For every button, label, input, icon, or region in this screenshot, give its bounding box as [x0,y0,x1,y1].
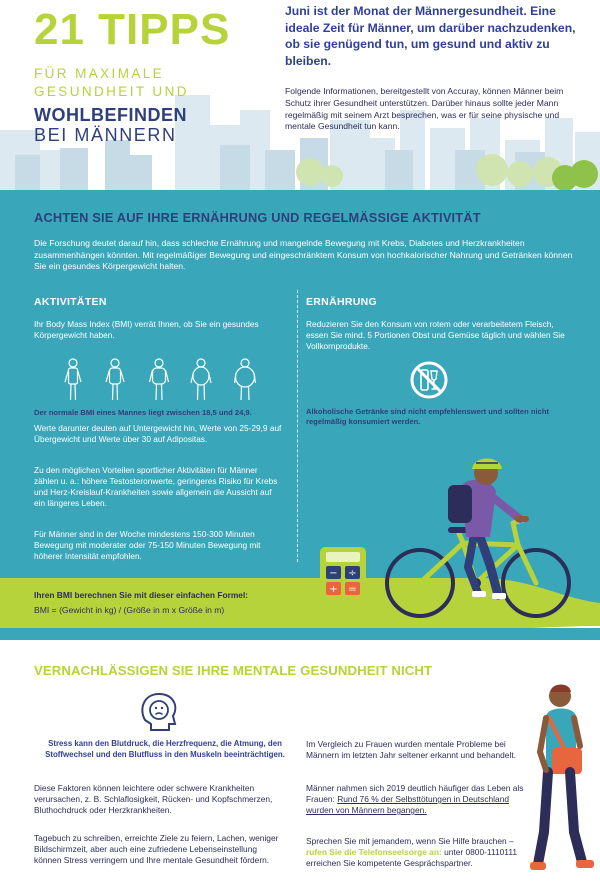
activity-recommendation: Für Männer sind in der Woche mindestens 150-300 Minuten Bewegung mit moderater oder 75-150 Minuten Bewegung mit höherer Intensität empfohlen. [34,529,261,561]
bmi-formula-title: Ihren BMI berechnen Sie mit dieser einfachen Formel: [34,590,249,600]
help-details: unter 0800-1110111 erreichen Sie kompetente Gesprächspartner. [306,847,518,868]
suicide-stat: Rund 76 % der Selbsttötungen in Deutschland wurden von Männern begangen. [306,794,510,815]
alcohol-warning: Alkoholische Getränke sind nicht empfehlenswert und sollten nicht regelmäßig konsumiert werden. [306,407,550,427]
section-title-mental-health: VERNACHLÄSSIGEN SIE IHRE MENTALE GESUNDHEIT NICHT [34,663,433,678]
help-text [306,836,531,869]
subtitle-line-2: GESUNDHEIT UND [34,84,189,99]
mental-comparison: Im Vergleich zu Frauen wurden mentale Probleme bei Männern im letzten Jahr seltener erkannt und behandelt. [306,739,516,760]
no-alcohol-icon [409,360,449,400]
person-icon [148,358,170,402]
stress-tips: Tagebuch zu schreiben, erreichte Ziele zu feiern, Lachen, weniger Bildschirmzeit, aber auch eine zufriedene Lebenseinstellung können Stress verringern und Ihre mentale Gesundheit fördern. [34,833,279,865]
activity-benefits: Zu den möglichen Vorteilen sportlicher Aktivitäten für Männer zählen u. a.: höhere Testosteronwerte, geringeres Risiko für Krebs und Herz-Kreislauf-Krankheiten sowie allgemein die Aussicht auf ein längeres Leben. [34,465,278,508]
intro-headline: Juni ist der Monat der Männergesundheit. Eine ideale Zeit für Männer, um darüber nachzudenken, ob sie genügend tun, um gesund und aktiv zu bleiben. [285,4,576,68]
nutrition-title: ERNÄHRUNG [306,296,377,308]
stress-factors: Diese Faktoren können leichtere oder schwere Krankheiten verursachen, z. B. Schlaflosigkeit, Rücken- und Kopfschmerzen, Bluthochdruck oder Herzkrankheiten. [34,783,273,815]
nutrition-text: Reduzieren Sie den Konsum von rotem oder verarbeitetem Fleisch, essen Sie mind. 5 Portionen Obst und Gemüse täglich und wählen Sie Vollkornprodukte. [306,319,565,351]
helpline-link[interactable]: rufen Sie die Telefonseelsorge an: [306,847,442,857]
calculator-icon [318,545,368,600]
header [0,0,600,190]
wave-decoration [0,360,600,390]
bmi-ranges: Werte darunter deuten auf Untergewicht hin, Werte von 25-29,9 auf Übergewicht und Werte über 30 auf Adipositas. [34,423,282,444]
cyclist-illustration [378,455,578,625]
section-title-nutrition-activity: ACHTEN SIE AUF IHRE ERNÄHRUNG UND REGELMÄSSIGE AKTIVITÄT [34,210,481,225]
person-icon [104,358,126,402]
bmi-normal-range: Der normale BMI eines Mannes liegt zwischen 18,5 und 24,9. [34,408,252,417]
svg-text:÷: ÷ [348,568,357,579]
svg-text:−: − [329,568,338,579]
help-intro: Sprechen Sie mit jemandem, wenn Sie Hilfe brauchen – [306,836,514,846]
svg-text:=: = [348,584,357,595]
svg-text:+: + [329,584,338,595]
person-icon [190,358,212,402]
activities-title: AKTIVITÄTEN [34,296,107,308]
stress-effects: Stress kann den Blutdruck, die Herzfrequenz, die Atmung, den Stoffwechsel und den Blutfluss in den Muskeln beeinträchtigen. [45,739,285,759]
person-icon [62,358,84,402]
subtitle-line-1: FÜR MAXIMALE [34,66,165,81]
bmi-intro: Ihr Body Mass Index (BMI) verrät Ihnen, ob Sie ein gesundes Körpergewicht haben. [34,319,259,340]
bmi-formula: BMI = (Gewicht in kg) / (Größe in m x Größe in m) [34,605,225,615]
subtitle-line-3: WOHLBEFINDEN [34,105,187,125]
person-icon [234,358,256,402]
stressed-head-icon [137,690,181,734]
column-divider [297,290,298,562]
walking-man-illustration [530,682,600,877]
page-title: 21 TIPPS [34,5,231,54]
subtitle-line-4: BEI MÄNNERN [34,125,177,145]
section-intro-text: Die Forschung deutet darauf hin, dass schlechte Ernährung und mangelnde Bewegung mit Krebs, Diabetes und Herzkrankheiten zusammenhängen könnten. Mit regelmäßiger Bewegung und eingeschränktem Konsum von hochkalorischer Nahrung und Getränken können Sie ein gesundes Körpergewicht halten. [34,238,573,272]
suicide-statistic [306,783,531,816]
intro-text: Folgende Informationen, bereitgestellt von Accuray, können Männer beim Schutz ihrer Gesundheit unterstützen. Darüber hinaus sollte jeder Mann regelmäßig mit seinem Arzt besprechen, was er für seine physische und mentale Gesundheit tun kann. [285,86,564,132]
suicide-intro: Männer nahmen sich 2019 deutlich häufiger das Leben als Frauen: [306,783,524,804]
